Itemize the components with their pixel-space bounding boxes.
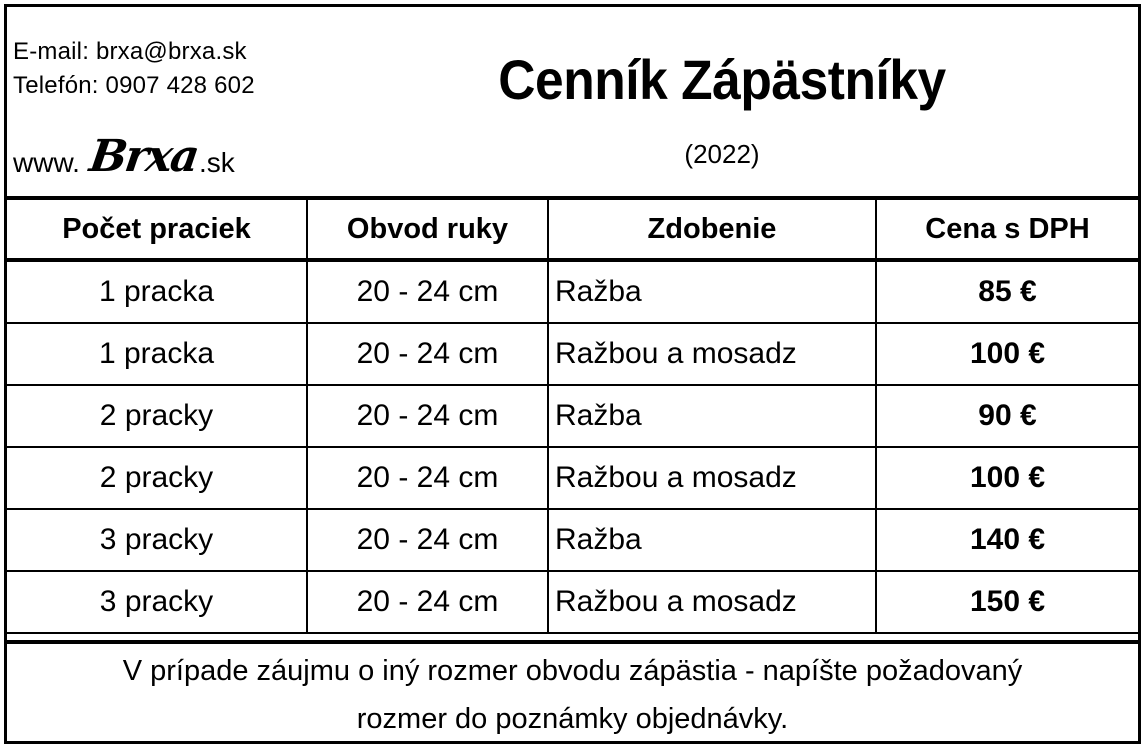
cell-price: 85 € (876, 260, 1138, 323)
column-header-decoration: Zdobenie (548, 200, 876, 260)
cell-size: 20 - 24 cm (307, 447, 548, 509)
cell-size: 20 - 24 cm (307, 260, 548, 323)
cell-decoration: Ražba (548, 260, 876, 323)
cell-decoration: Ražbou a mosadz (548, 323, 876, 385)
website (13, 131, 235, 182)
cell-count: 2 pracky (7, 385, 307, 447)
column-header-price: Cena s DPH (876, 200, 1138, 260)
brxa-logo: Brxa (86, 131, 201, 182)
cell-count: 3 pracky (7, 509, 307, 571)
cell-price: 90 € (876, 385, 1138, 447)
cell-size: 20 - 24 cm (307, 571, 548, 633)
cell-count: 3 pracky (7, 571, 307, 633)
cell-count: 1 pracka (7, 323, 307, 385)
cell-decoration: Ražba (548, 385, 876, 447)
note-line-1: V prípade záujmu o iný rozmer obvodu zápästia - napíšte požadovaný (122, 655, 1023, 687)
column-header-count: Počet praciek (7, 200, 307, 260)
price-table (7, 200, 1138, 634)
cell-price: 100 € (876, 323, 1138, 385)
cell-price: 140 € (876, 509, 1138, 571)
table-row (7, 385, 1138, 447)
cell-price: 150 € (876, 571, 1138, 633)
header (7, 7, 1138, 200)
email-line: E-mail: brxa@brxa.sk (13, 38, 247, 65)
table-row (7, 260, 1138, 323)
cell-price: 100 € (876, 447, 1138, 509)
table-row (7, 509, 1138, 571)
table-row (7, 323, 1138, 385)
table-row (7, 571, 1138, 633)
cell-decoration: Ražbou a mosadz (548, 447, 876, 509)
column-header-size: Obvod ruky (307, 200, 548, 260)
cell-size: 20 - 24 cm (307, 323, 548, 385)
table-row (7, 447, 1138, 509)
cell-decoration: Ražbou a mosadz (548, 571, 876, 633)
contact-info (13, 35, 255, 103)
phone-line: Telefón: 0907 428 602 (13, 72, 255, 99)
year-label: (2022) (684, 139, 760, 169)
web-prefix: www. (13, 147, 80, 178)
cell-size: 20 - 24 cm (307, 385, 548, 447)
footer-note (7, 640, 1138, 741)
cell-decoration: Ražba (548, 509, 876, 571)
cell-count: 1 pracka (7, 260, 307, 323)
note-line-2: rozmer do poznámky objednávky. (356, 703, 789, 735)
table-header-row (7, 200, 1138, 260)
price-list-sheet (4, 4, 1141, 744)
web-suffix: .sk (199, 147, 235, 178)
cell-size: 20 - 24 cm (307, 509, 548, 571)
cell-count: 2 pracky (7, 447, 307, 509)
page-title: Cenník Zápästníky (498, 48, 946, 111)
